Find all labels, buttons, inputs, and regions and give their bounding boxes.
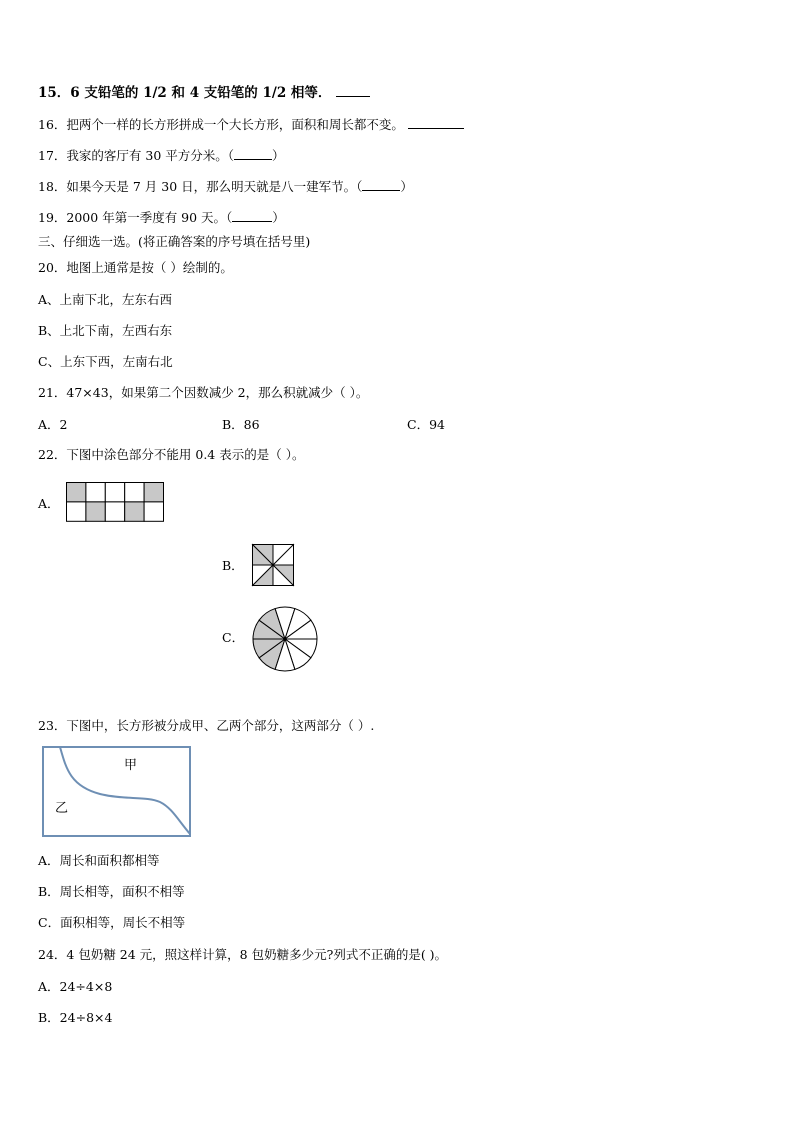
- q22-label-a[interactable]: A．: [38, 496, 60, 511]
- answer-blank[interactable]: [234, 147, 272, 160]
- section-title: 三、仔细选一选。(将正确答案的序号填在括号里): [38, 234, 311, 249]
- q22-label-c[interactable]: C．: [222, 630, 245, 645]
- question-number: 19．: [38, 210, 67, 225]
- question-text: 如果今天是 7 月 30 日，那么明天就是八一建军节。（: [66, 179, 363, 194]
- question-number: 18．: [38, 179, 67, 194]
- question-number: 17．: [38, 148, 67, 163]
- question-22-stem: 22．下图中涂色部分不能用 0.4 表示的是（ ）。: [38, 447, 305, 462]
- grid-cell: [125, 483, 144, 502]
- close-paren: ）: [400, 179, 413, 194]
- q20-option-a[interactable]: A、上南下北，左东右西: [38, 292, 173, 307]
- q22-figure-c-circle: [252, 606, 318, 672]
- question-24-stem: 24．4 包奶糖 24 元，照这样计算，8 包奶糖多少元?列式不正确的是( )。: [38, 947, 448, 962]
- close-paren: ）: [272, 210, 285, 225]
- q22-figure-b-square: [252, 544, 294, 586]
- answer-blank[interactable]: [336, 84, 370, 97]
- grid-cell-shaded: [86, 502, 105, 521]
- grid-cell: [67, 502, 86, 521]
- answer-blank[interactable]: [232, 209, 272, 222]
- question-number: 15．: [38, 85, 71, 101]
- question-20-stem: 20．地图上通常是按（ ）绘制的。: [38, 260, 233, 275]
- q20-option-c[interactable]: C、上东下西，左南右北: [38, 354, 173, 369]
- q23-option-c[interactable]: C．面积相等，周长不相等: [38, 915, 186, 930]
- q24-option-b[interactable]: B．24÷8×4: [38, 1010, 113, 1025]
- grid-cell-shaded: [144, 483, 163, 502]
- grid-cell-shaded: [125, 502, 144, 521]
- q20-option-b[interactable]: B、上北下南，左西右东: [38, 323, 173, 338]
- question-number: 16．: [38, 117, 67, 132]
- region-label-top: 甲: [124, 758, 138, 773]
- q23-option-a[interactable]: A．周长和面积都相等: [38, 853, 160, 868]
- q21-option-c[interactable]: C．94: [407, 417, 445, 432]
- q22-figure-a-grid: [66, 482, 164, 522]
- question-16: [38, 116, 464, 133]
- question-18: [38, 178, 413, 195]
- q21-option-b[interactable]: B．86: [222, 417, 260, 432]
- question-15: [38, 84, 370, 101]
- grid-cell: [144, 502, 163, 521]
- question-23-stem: 23．下图中，长方形被分成甲、乙两个部分，这两部分（ ）.: [38, 718, 375, 733]
- q22-label-b[interactable]: B．: [222, 558, 244, 573]
- q23-option-b[interactable]: B．周长相等，面积不相等: [38, 884, 185, 899]
- question-17: [38, 147, 285, 164]
- grid-cell: [105, 483, 124, 502]
- region-label-bottom: 乙: [55, 801, 69, 816]
- grid-cell-shaded: [67, 483, 86, 502]
- question-21-stem: 21．47×43，如果第二个因数减少 2，那么积就减少（ ）。: [38, 385, 369, 400]
- answer-blank[interactable]: [362, 178, 400, 191]
- question-text: 2000 年第一季度有 90 天。（: [66, 210, 233, 225]
- answer-blank[interactable]: [408, 116, 464, 129]
- q21-option-a[interactable]: A．2: [38, 417, 68, 432]
- question-19: [38, 209, 285, 226]
- question-text: 6 支铅笔的 1/2 和 4 支铅笔的 1/2 相等．: [70, 85, 332, 101]
- q24-option-a[interactable]: A．24÷4×8: [38, 979, 113, 994]
- q23-figure-rectangle: [42, 746, 192, 838]
- question-text: 把两个一样的长方形拼成一个大长方形，面积和周长都不变。: [66, 117, 404, 132]
- grid-cell: [105, 502, 124, 521]
- grid-cell: [86, 483, 105, 502]
- question-text: 我家的客厅有 30 平方分米。（: [66, 148, 235, 163]
- close-paren: ）: [272, 148, 285, 163]
